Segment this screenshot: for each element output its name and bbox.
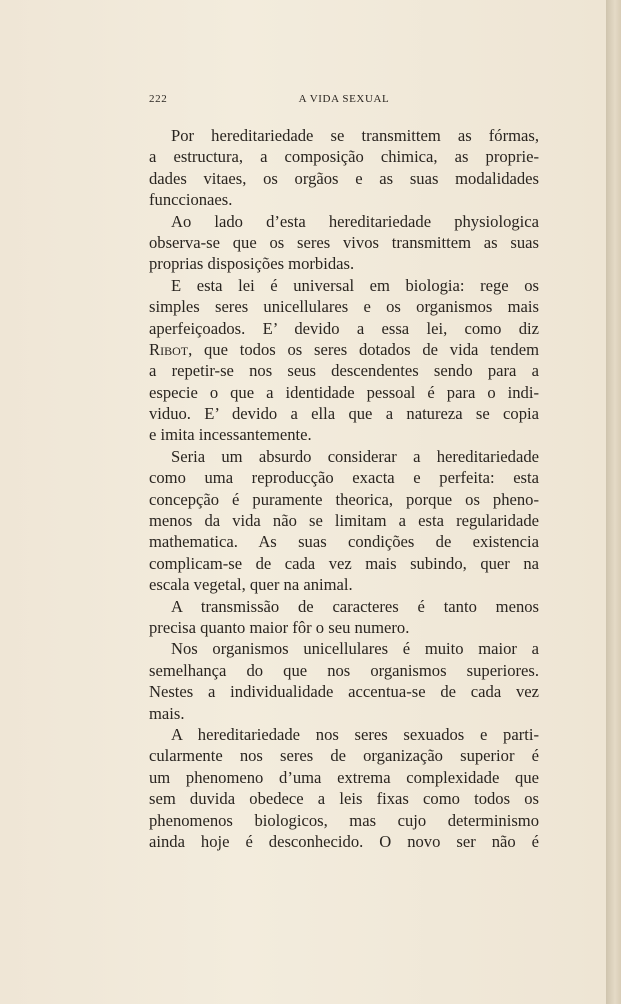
page-number: 222 bbox=[149, 93, 168, 105]
text-line: proprias disposições morbidas. bbox=[149, 254, 355, 274]
text-line: E esta lei é universal em biologia: rege os bbox=[171, 275, 539, 295]
text-line: mathematica. As suas condições de existencia bbox=[149, 532, 539, 552]
text-line: dades vitaes, os orgãos e as suas modalidades bbox=[149, 168, 539, 188]
text-line: complicam-se de cada vez mais subindo, quer na bbox=[149, 553, 539, 573]
text-line: Nestes a individualidade accentua-se de cada vez bbox=[149, 682, 539, 702]
text-line: e imita incessantemente. bbox=[149, 425, 312, 445]
text-line: Ao lado d’esta hereditariedade physiologica bbox=[171, 211, 539, 231]
body-text bbox=[149, 125, 539, 852]
text-line: sem duvida obedece a leis fixas como todos os bbox=[149, 789, 539, 809]
text-line: viduo. E’ devido a ella que a natureza se copia bbox=[149, 404, 539, 424]
text-line: simples seres unicellulares e os organismos mais bbox=[149, 297, 539, 317]
text-line: cularmente nos seres de organização superior é bbox=[149, 746, 539, 766]
text-line: concepção é puramente theorica, porque os pheno- bbox=[149, 489, 539, 509]
text-line: A hereditariedade nos seres sexuados e parti- bbox=[171, 724, 539, 744]
page-edge bbox=[606, 0, 621, 1004]
text-line: menos da vida não se limitam a esta regularidade bbox=[149, 511, 539, 531]
text-line: a repetir-se nos seus descendentes sendo para a bbox=[149, 361, 539, 381]
running-title: A VIDA SEXUAL bbox=[298, 93, 390, 105]
text-line: Por hereditariedade se transmittem as fórmas, bbox=[171, 126, 539, 145]
text-line: precisa quanto maior fôr o seu numero. bbox=[149, 617, 410, 637]
text-line: escala vegetal, quer na animal. bbox=[149, 575, 353, 595]
text-line: funccionaes. bbox=[149, 190, 233, 210]
text-line: como uma reproducção exacta e perfeita: esta bbox=[149, 468, 539, 488]
text-line: mais. bbox=[149, 703, 185, 723]
text-line: Seria um absurdo considerar a hereditariedade bbox=[171, 446, 539, 466]
text-line: a estructura, a composição chimica, as proprie- bbox=[149, 147, 539, 167]
text-line: um phenomeno d’uma extrema complexidade que bbox=[149, 767, 539, 787]
text-line: ainda hoje é desconhecido. O novo ser não é bbox=[149, 831, 539, 851]
text-line: Nos organismos unicellulares é muito maior a bbox=[171, 639, 539, 659]
text-line: semelhança do que nos organismos superiores. bbox=[149, 660, 539, 680]
text-line: aperfeiçoados. E’ devido a essa lei, como diz bbox=[149, 318, 539, 338]
text-line: observa-se que os seres vivos transmittem as suas bbox=[149, 232, 539, 252]
text-line: phenomenos biologicos, mas cujo determinismo bbox=[149, 810, 539, 830]
text-line: Ribot, que todos os seres dotados de vida tendem bbox=[149, 339, 539, 359]
text-line: especie o que a identidade pessoal é para o indi- bbox=[149, 382, 539, 402]
text-line: A transmissão de caracteres é tanto menos bbox=[171, 596, 539, 616]
